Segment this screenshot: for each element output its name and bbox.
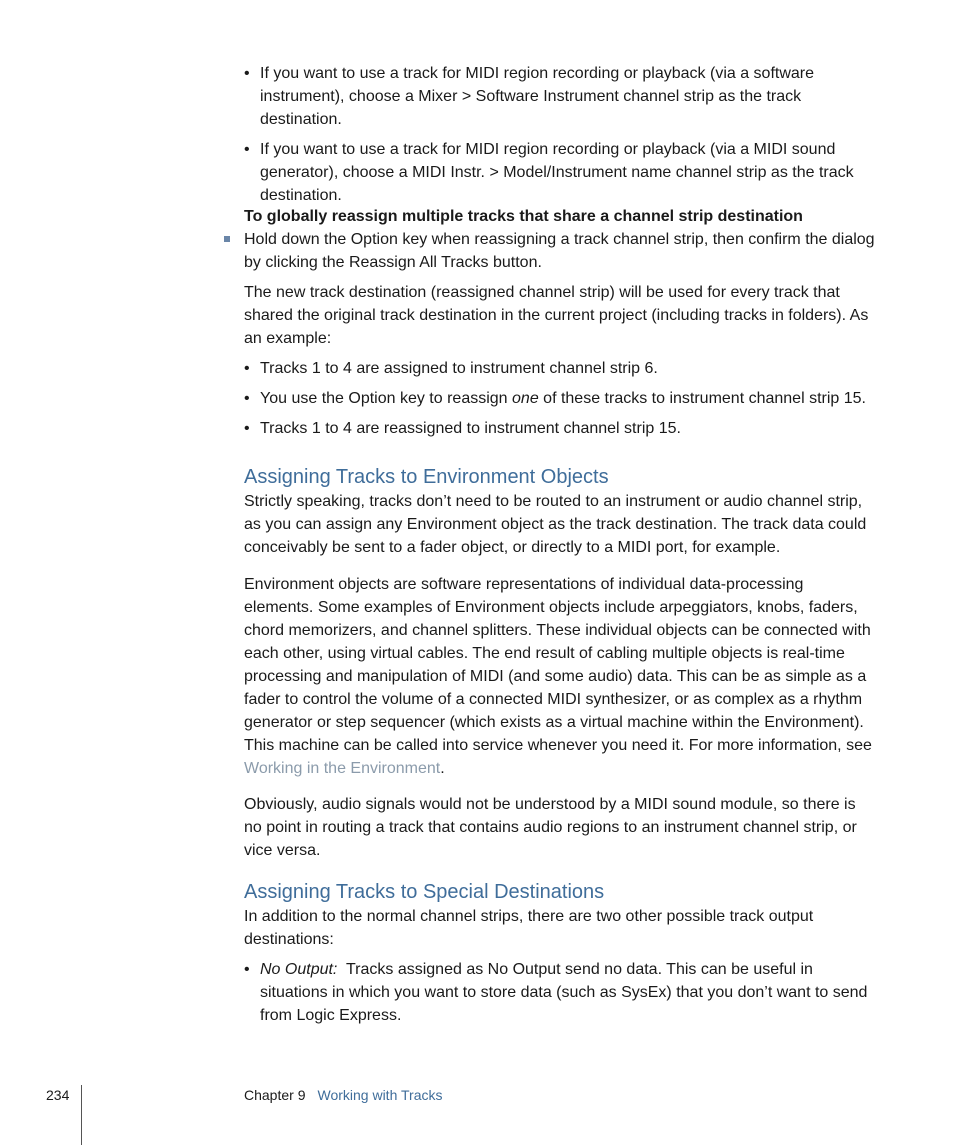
square-bullet-icon (224, 236, 230, 242)
task-paragraph: The new track destination (reassigned channel strip) will be used for every track that shared the original track destination in the current project (including tracks in folders). As an example: (244, 284, 869, 347)
bullet-dot: • (244, 420, 250, 437)
bullet-text-pre: You use the Option key to reassign (260, 390, 513, 407)
bullet-dot: • (244, 65, 250, 82)
example-bullet-list (244, 357, 876, 440)
section1-paragraph-2-end: . (440, 760, 445, 777)
section1-paragraph-1: Strictly speaking, tracks don’t need to be routed to an instrument or audio channel strip, as you can assign any Environment object as the track destination. The track data could conceivably be sent to a fader object, or directly to a MIDI port, for example. (244, 493, 867, 556)
bullet-term: No Output: (260, 961, 338, 978)
list-item (244, 958, 876, 1027)
section1-paragraph-2-text: Environment objects are software representations of individual data-processing elements. Some examples of Environment objects include arpeggiators, knobs, faders, chord memorizers, and channel splitters. These individual objects can be connected with each other, using virtual cables. The end result of cabling multiple objects is real-time processing and manipulation of MIDI (and some audio) data. This can be as simple as a fader to control the volume of a connected MIDI synthesizer, or as complex as a rhythm generator or step sequencer (which exists as a virtual machine within the Environment). This machine can be called into service whenever you need it. For more information, see (244, 576, 872, 754)
section-heading-special-destinations: Assigning Tracks to Special Destinations (244, 881, 605, 903)
bullet-dot: • (244, 141, 250, 158)
bullet-dot: • (244, 961, 250, 978)
bullet-text: If you want to use a track for MIDI region recording or playback (via a MIDI sound generator), choose a MIDI Instr. > Model/Instrument name channel strip as the track destination. (260, 141, 854, 204)
page-number: 234 (46, 1087, 70, 1103)
list-item (244, 62, 876, 131)
list-item (244, 357, 876, 380)
section1-paragraph-2 (244, 573, 876, 780)
task-step (224, 228, 876, 274)
bullet-text: Tracks 1 to 4 are assigned to instrument channel strip 6. (260, 360, 658, 377)
section2-paragraph-1: In addition to the normal channel strips, there are two other possible track output destinations: (244, 908, 814, 948)
section-heading-environment: Assigning Tracks to Environment Objects (244, 466, 609, 488)
bullet-text: Tracks 1 to 4 are reassigned to instrument channel strip 15. (260, 420, 681, 437)
bullet-text: If you want to use a track for MIDI region recording or playback (via a software instrument), choose a Mixer > Software Instrument channel strip as the track destination. (260, 65, 815, 128)
bullet-text: Tracks assigned as No Output send no data. This can be useful in situations in which you want to store data (such as SysEx) that you don’t want to send from Logic Express. (260, 961, 872, 1024)
special-destinations-list (244, 958, 876, 1027)
list-item (244, 138, 876, 207)
top-bullet-list (244, 62, 876, 207)
bullet-dot: • (244, 390, 250, 407)
chapter-label: Chapter 9 (244, 1087, 306, 1103)
bullet-dot: • (244, 360, 250, 377)
list-item (244, 387, 876, 410)
footer-divider (81, 1085, 82, 1145)
section1-paragraph-3: Obviously, audio signals would not be understood by a MIDI sound module, so there is no point in routing a track that contains audio regions to an instrument channel strip, or vice versa. (244, 796, 857, 859)
task-step-text: Hold down the Option key when reassigning a track channel strip, then confirm the dialog by clicking the Reassign All Tracks button. (244, 231, 875, 271)
footer-chapter (244, 1086, 442, 1104)
task-heading: To globally reassign multiple tracks that share a channel strip destination (244, 208, 803, 225)
working-in-environment-link[interactable]: Working in the Environment (244, 760, 441, 777)
bullet-text-post: of these tracks to instrument channel strip 15. (538, 390, 866, 407)
chapter-title-link[interactable]: Working with Tracks (317, 1087, 443, 1103)
list-item (244, 417, 876, 440)
bullet-emphasis: one (512, 390, 539, 407)
